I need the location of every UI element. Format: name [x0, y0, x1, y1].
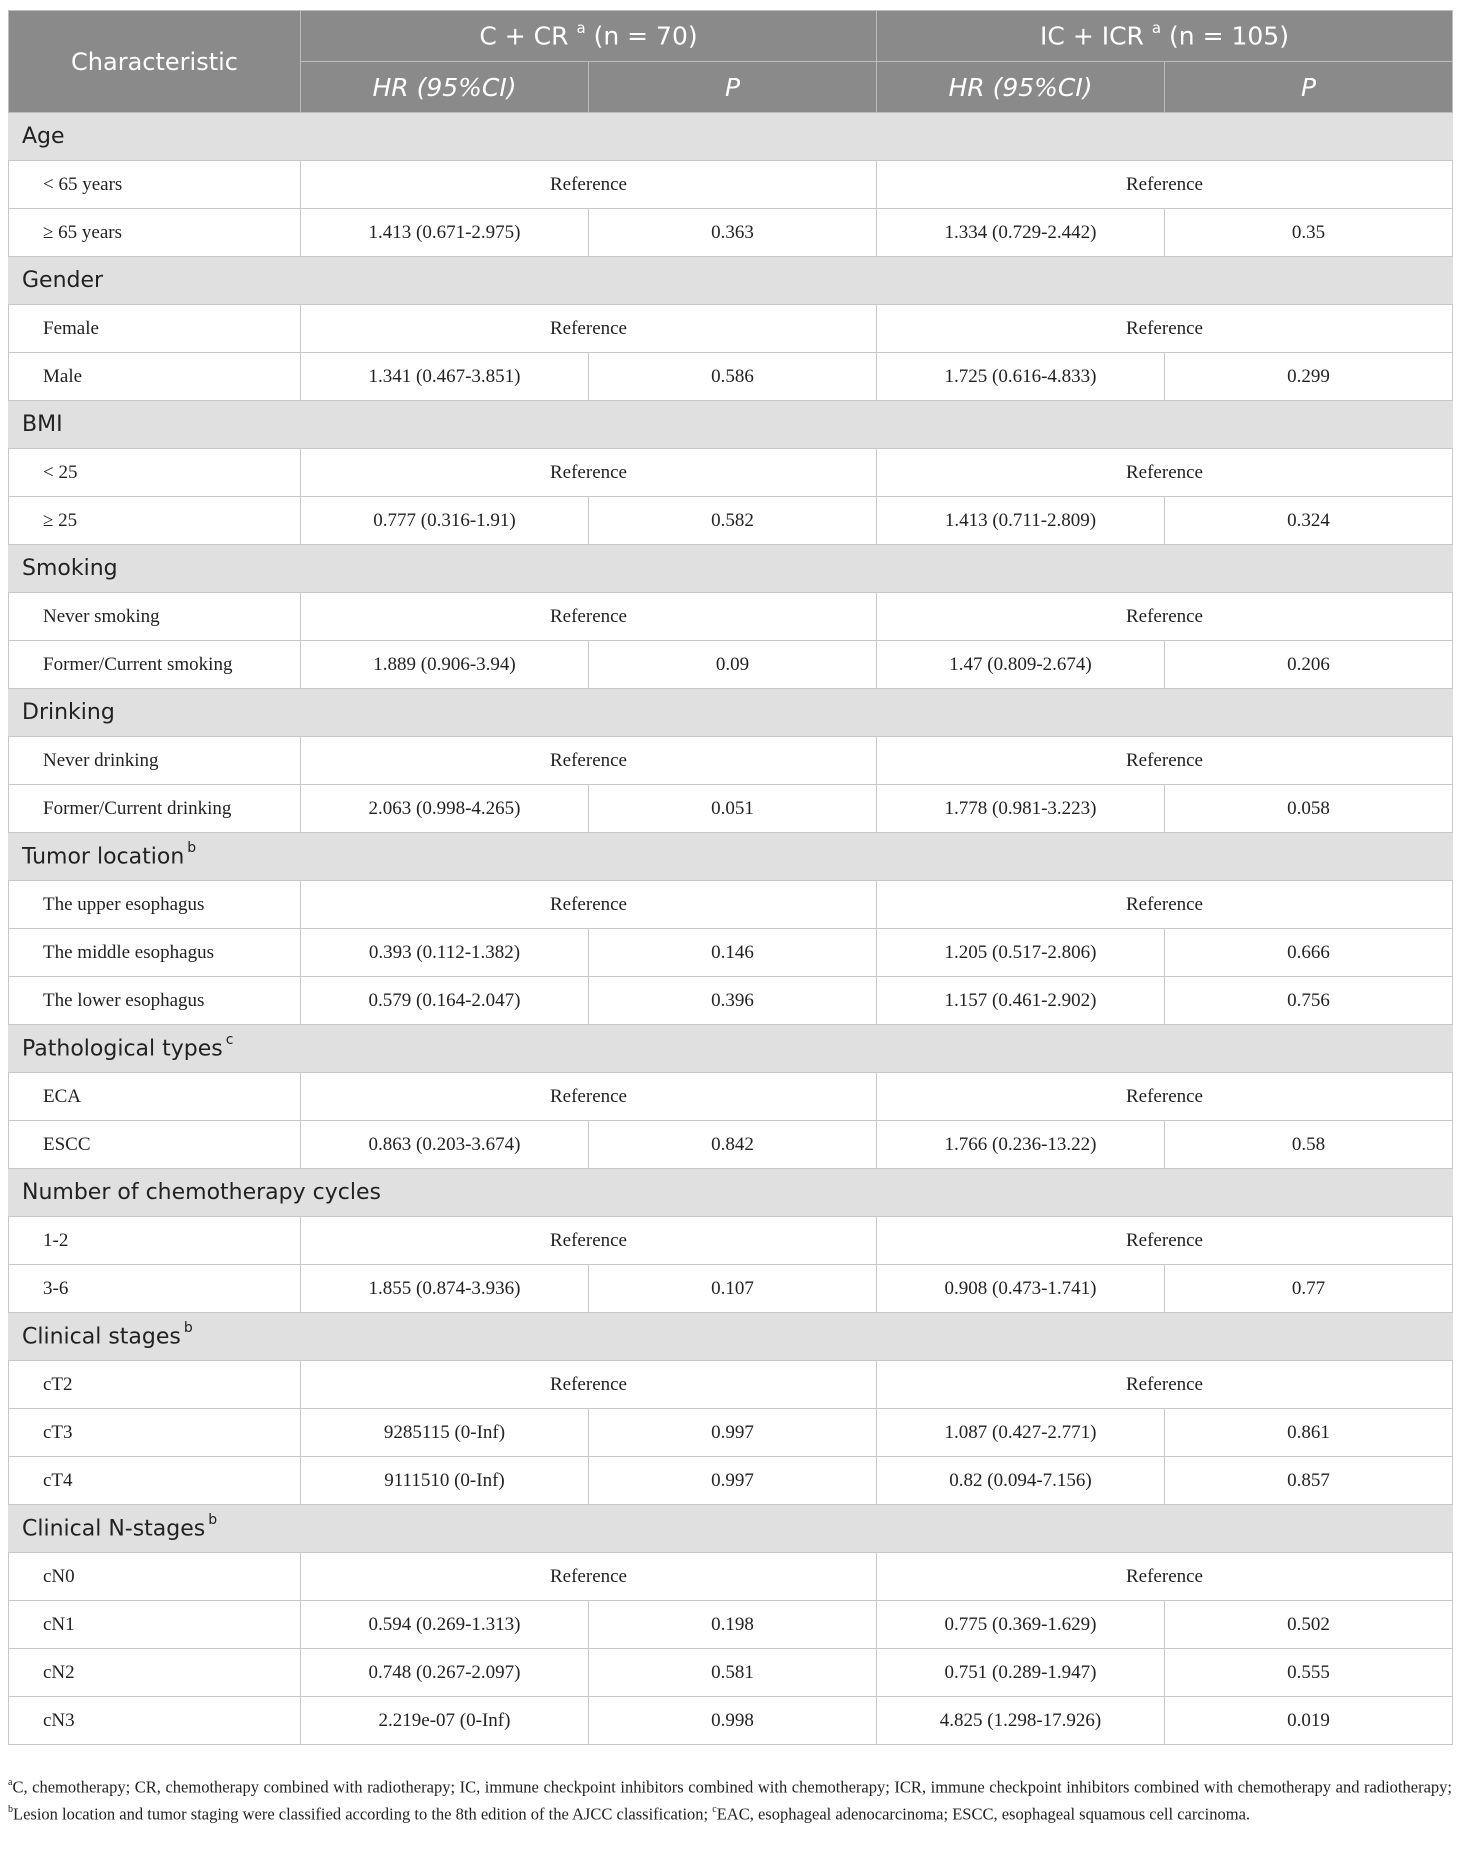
- footnote-marker: c: [712, 1803, 717, 1815]
- table-row: [9, 1265, 1453, 1313]
- category-text: Clinical stages: [22, 1324, 181, 1350]
- table-row: [9, 1457, 1453, 1505]
- group2-p-cell: 0.019: [1165, 1697, 1453, 1745]
- group1-p-cell: 0.107: [589, 1265, 877, 1313]
- category-row: [9, 257, 1453, 305]
- group1-hr-header: HR (95%CI): [301, 62, 589, 113]
- group2-label: IC + ICR: [1040, 21, 1144, 51]
- category-row: [9, 689, 1453, 737]
- group1-p-cell: 0.582: [589, 497, 877, 545]
- row-label: ≥ 65 years: [9, 209, 301, 257]
- footnote-text: EAC, esophageal adenocarcinoma; ESCC, esophageal squamous cell carcinoma.: [716, 1804, 1251, 1823]
- group2-hr-cell: 1.725 (0.616-4.833): [877, 353, 1165, 401]
- category-label: [9, 545, 1453, 593]
- table-row: [9, 449, 1453, 497]
- group1-hr-cell: 0.393 (0.112-1.382): [301, 929, 589, 977]
- category-row: [9, 1313, 1453, 1361]
- group1-p-cell: 0.363: [589, 209, 877, 257]
- footnote-text: Lesion location and tumor staging were classified according to the 8th edition of the AJCC classification;: [13, 1804, 713, 1823]
- group1-hr-cell: 0.748 (0.267-2.097): [301, 1649, 589, 1697]
- group1-header: [301, 11, 877, 62]
- group2-p-cell: 0.666: [1165, 929, 1453, 977]
- table-row: [9, 1601, 1453, 1649]
- table-row: [9, 161, 1453, 209]
- group1-hr-cell: 0.777 (0.316-1.91): [301, 497, 589, 545]
- category-text: Gender: [22, 268, 104, 293]
- hazard-ratio-table: [8, 10, 1453, 1745]
- row-label: Female: [9, 305, 301, 353]
- table-row: [9, 737, 1453, 785]
- category-label: [9, 833, 1453, 881]
- row-label: Former/Current smoking: [9, 641, 301, 689]
- row-label: cT2: [9, 1361, 301, 1409]
- group1-sup: a: [576, 19, 586, 38]
- row-label: cT4: [9, 1457, 301, 1505]
- group2-reference: Reference: [877, 305, 1453, 353]
- group1-p-cell: 0.396: [589, 977, 877, 1025]
- group2-p-cell: 0.502: [1165, 1601, 1453, 1649]
- group1-p-cell: 0.586: [589, 353, 877, 401]
- row-label: cN2: [9, 1649, 301, 1697]
- group2-reference: Reference: [877, 881, 1453, 929]
- group2-hr-cell: 0.775 (0.369-1.629): [877, 1601, 1165, 1649]
- group2-hr-cell: 1.334 (0.729-2.442): [877, 209, 1165, 257]
- table-container: [8, 10, 1452, 1745]
- group1-p-cell: 0.09: [589, 641, 877, 689]
- category-label: [9, 113, 1453, 161]
- category-row: [9, 1169, 1453, 1217]
- group2-p-cell: 0.77: [1165, 1265, 1453, 1313]
- row-label: Male: [9, 353, 301, 401]
- group1-hr-cell: 1.341 (0.467-3.851): [301, 353, 589, 401]
- table-row: [9, 929, 1453, 977]
- row-label: Former/Current drinking: [9, 785, 301, 833]
- footnote-text: C, chemotherapy; CR, chemotherapy combined with radiotherapy; IC, immune checkpoint inhibitors combined with chemotherapy; ICR, immune checkpoint inhibitors combined with chemotherapy and radiotherapy;: [12, 1777, 1452, 1797]
- group2-reference: Reference: [877, 1073, 1453, 1121]
- group1-reference: Reference: [301, 1553, 877, 1601]
- group1-hr-cell: 9285115 (0-Inf): [301, 1409, 589, 1457]
- table-row: [9, 1697, 1453, 1745]
- group2-p-cell: 0.35: [1165, 209, 1453, 257]
- category-row: [9, 1505, 1453, 1553]
- group1-p-cell: 0.997: [589, 1409, 877, 1457]
- row-label: cN3: [9, 1697, 301, 1745]
- group2-hr-cell: 1.087 (0.427-2.771): [877, 1409, 1165, 1457]
- group1-reference: Reference: [301, 593, 877, 641]
- table-row: [9, 1553, 1453, 1601]
- group2-p-header: P: [1165, 62, 1453, 113]
- group1-hr-cell: 2.063 (0.998-4.265): [301, 785, 589, 833]
- group2-p-cell: 0.324: [1165, 497, 1453, 545]
- group1-hr-cell: 0.579 (0.164-2.047): [301, 977, 589, 1025]
- row-label: < 65 years: [9, 161, 301, 209]
- group1-reference: Reference: [301, 1361, 877, 1409]
- table-row: [9, 785, 1453, 833]
- row-label: The lower esophagus: [9, 977, 301, 1025]
- group2-hr-cell: 1.778 (0.981-3.223): [877, 785, 1165, 833]
- category-text: Number of chemotherapy cycles: [22, 1180, 381, 1205]
- group2-p-cell: 0.299: [1165, 353, 1453, 401]
- table-row: [9, 1121, 1453, 1169]
- table-row: [9, 641, 1453, 689]
- group2-reference: Reference: [877, 449, 1453, 497]
- group1-p-header: P: [589, 62, 877, 113]
- characteristic-header: Characteristic: [9, 11, 301, 113]
- row-label: ESCC: [9, 1121, 301, 1169]
- category-footnote-marker: c: [225, 1032, 234, 1049]
- group1-p-cell: 0.842: [589, 1121, 877, 1169]
- category-row: [9, 545, 1453, 593]
- group2-hr-cell: 0.751 (0.289-1.947): [877, 1649, 1165, 1697]
- row-label: The upper esophagus: [9, 881, 301, 929]
- table-row: [9, 1073, 1453, 1121]
- table-row: [9, 305, 1453, 353]
- table-row: [9, 497, 1453, 545]
- row-label: Never drinking: [9, 737, 301, 785]
- group2-reference: Reference: [877, 737, 1453, 785]
- group2-p-cell: 0.58: [1165, 1121, 1453, 1169]
- row-label: cT3: [9, 1409, 301, 1457]
- group1-hr-cell: 2.219e-07 (0-Inf): [301, 1697, 589, 1745]
- table-row: [9, 353, 1453, 401]
- table-row: [9, 1649, 1453, 1697]
- group2-hr-header: HR (95%CI): [877, 62, 1165, 113]
- table-row: [9, 209, 1453, 257]
- group1-reference: Reference: [301, 737, 877, 785]
- category-text: Age: [22, 124, 65, 149]
- group1-p-cell: 0.998: [589, 1697, 877, 1745]
- group2-reference: Reference: [877, 1217, 1453, 1265]
- group1-reference: Reference: [301, 305, 877, 353]
- category-row: [9, 833, 1453, 881]
- category-label: [9, 1025, 1453, 1073]
- group2-reference: Reference: [877, 1361, 1453, 1409]
- group1-p-cell: 0.997: [589, 1457, 877, 1505]
- group2-hr-cell: 1.205 (0.517-2.806): [877, 929, 1165, 977]
- group1-p-cell: 0.198: [589, 1601, 877, 1649]
- group2-hr-cell: 4.825 (1.298-17.926): [877, 1697, 1165, 1745]
- group1-reference: Reference: [301, 881, 877, 929]
- category-text: Tumor location: [22, 844, 185, 870]
- table-body: [9, 113, 1453, 1745]
- footnote-marker: a: [8, 1777, 13, 1788]
- group2-p-cell: 0.555: [1165, 1649, 1453, 1697]
- group1-reference: Reference: [301, 161, 877, 209]
- row-label: 3-6: [9, 1265, 301, 1313]
- group2-header: [877, 11, 1453, 62]
- category-label: [9, 401, 1453, 449]
- group2-hr-cell: 1.157 (0.461-2.902): [877, 977, 1165, 1025]
- group1-hr-cell: 0.863 (0.203-3.674): [301, 1121, 589, 1169]
- group1-hr-cell: 1.413 (0.671-2.975): [301, 209, 589, 257]
- table-row: [9, 1361, 1453, 1409]
- group1-hr-cell: 1.855 (0.874-3.936): [301, 1265, 589, 1313]
- group1-hr-cell: 0.594 (0.269-1.313): [301, 1601, 589, 1649]
- group2-hr-cell: 1.766 (0.236-13.22): [877, 1121, 1165, 1169]
- category-text: Drinking: [22, 700, 115, 725]
- table-row: [9, 1217, 1453, 1265]
- category-label: [9, 1313, 1453, 1361]
- group2-hr-cell: 0.82 (0.094-7.156): [877, 1457, 1165, 1505]
- category-text: BMI: [22, 412, 63, 437]
- row-label: cN0: [9, 1553, 301, 1601]
- category-footnote-marker: b: [187, 840, 197, 857]
- group1-p-cell: 0.581: [589, 1649, 877, 1697]
- category-text: Smoking: [22, 556, 118, 581]
- table-header: [9, 11, 1453, 113]
- category-footnote-marker: b: [208, 1512, 218, 1529]
- footnotes: [8, 1772, 1452, 1825]
- group2-n: (n = 105): [1169, 21, 1289, 51]
- row-label: < 25: [9, 449, 301, 497]
- category-label: [9, 1169, 1453, 1217]
- row-label: The middle esophagus: [9, 929, 301, 977]
- footnote-marker: b: [8, 1803, 13, 1815]
- category-label: [9, 689, 1453, 737]
- category-label: [9, 1505, 1453, 1553]
- group2-hr-cell: 1.47 (0.809-2.674): [877, 641, 1165, 689]
- table-row: [9, 977, 1453, 1025]
- table-row: [9, 1409, 1453, 1457]
- group2-p-cell: 0.756: [1165, 977, 1453, 1025]
- category-text: Clinical N-stages: [22, 1516, 206, 1542]
- row-label: ≥ 25: [9, 497, 301, 545]
- group2-p-cell: 0.206: [1165, 641, 1453, 689]
- row-label: 1-2: [9, 1217, 301, 1265]
- group1-reference: Reference: [301, 1073, 877, 1121]
- group2-p-cell: 0.058: [1165, 785, 1453, 833]
- group1-reference: Reference: [301, 1217, 877, 1265]
- group1-n: (n = 70): [593, 21, 698, 51]
- group1-hr-cell: 1.889 (0.906-3.94): [301, 641, 589, 689]
- group1-p-cell: 0.146: [589, 929, 877, 977]
- category-text: Pathological types: [22, 1036, 223, 1062]
- group1-hr-cell: 9111510 (0-Inf): [301, 1457, 589, 1505]
- table-row: [9, 881, 1453, 929]
- group2-reference: Reference: [877, 593, 1453, 641]
- category-label: [9, 257, 1453, 305]
- group2-p-cell: 0.861: [1165, 1409, 1453, 1457]
- table-row: [9, 593, 1453, 641]
- group1-label: C + CR: [479, 21, 569, 51]
- group2-sup: a: [1151, 19, 1162, 38]
- group2-reference: Reference: [877, 1553, 1453, 1601]
- group1-reference: Reference: [301, 449, 877, 497]
- category-row: [9, 401, 1453, 449]
- group2-hr-cell: 1.413 (0.711-2.809): [877, 497, 1165, 545]
- category-row: [9, 113, 1453, 161]
- group1-p-cell: 0.051: [589, 785, 877, 833]
- group2-p-cell: 0.857: [1165, 1457, 1453, 1505]
- category-footnote-marker: b: [183, 1320, 193, 1337]
- row-label: cN1: [9, 1601, 301, 1649]
- row-label: Never smoking: [9, 593, 301, 641]
- row-label: ECA: [9, 1073, 301, 1121]
- group2-reference: Reference: [877, 161, 1453, 209]
- group2-hr-cell: 0.908 (0.473-1.741): [877, 1265, 1165, 1313]
- category-row: [9, 1025, 1453, 1073]
